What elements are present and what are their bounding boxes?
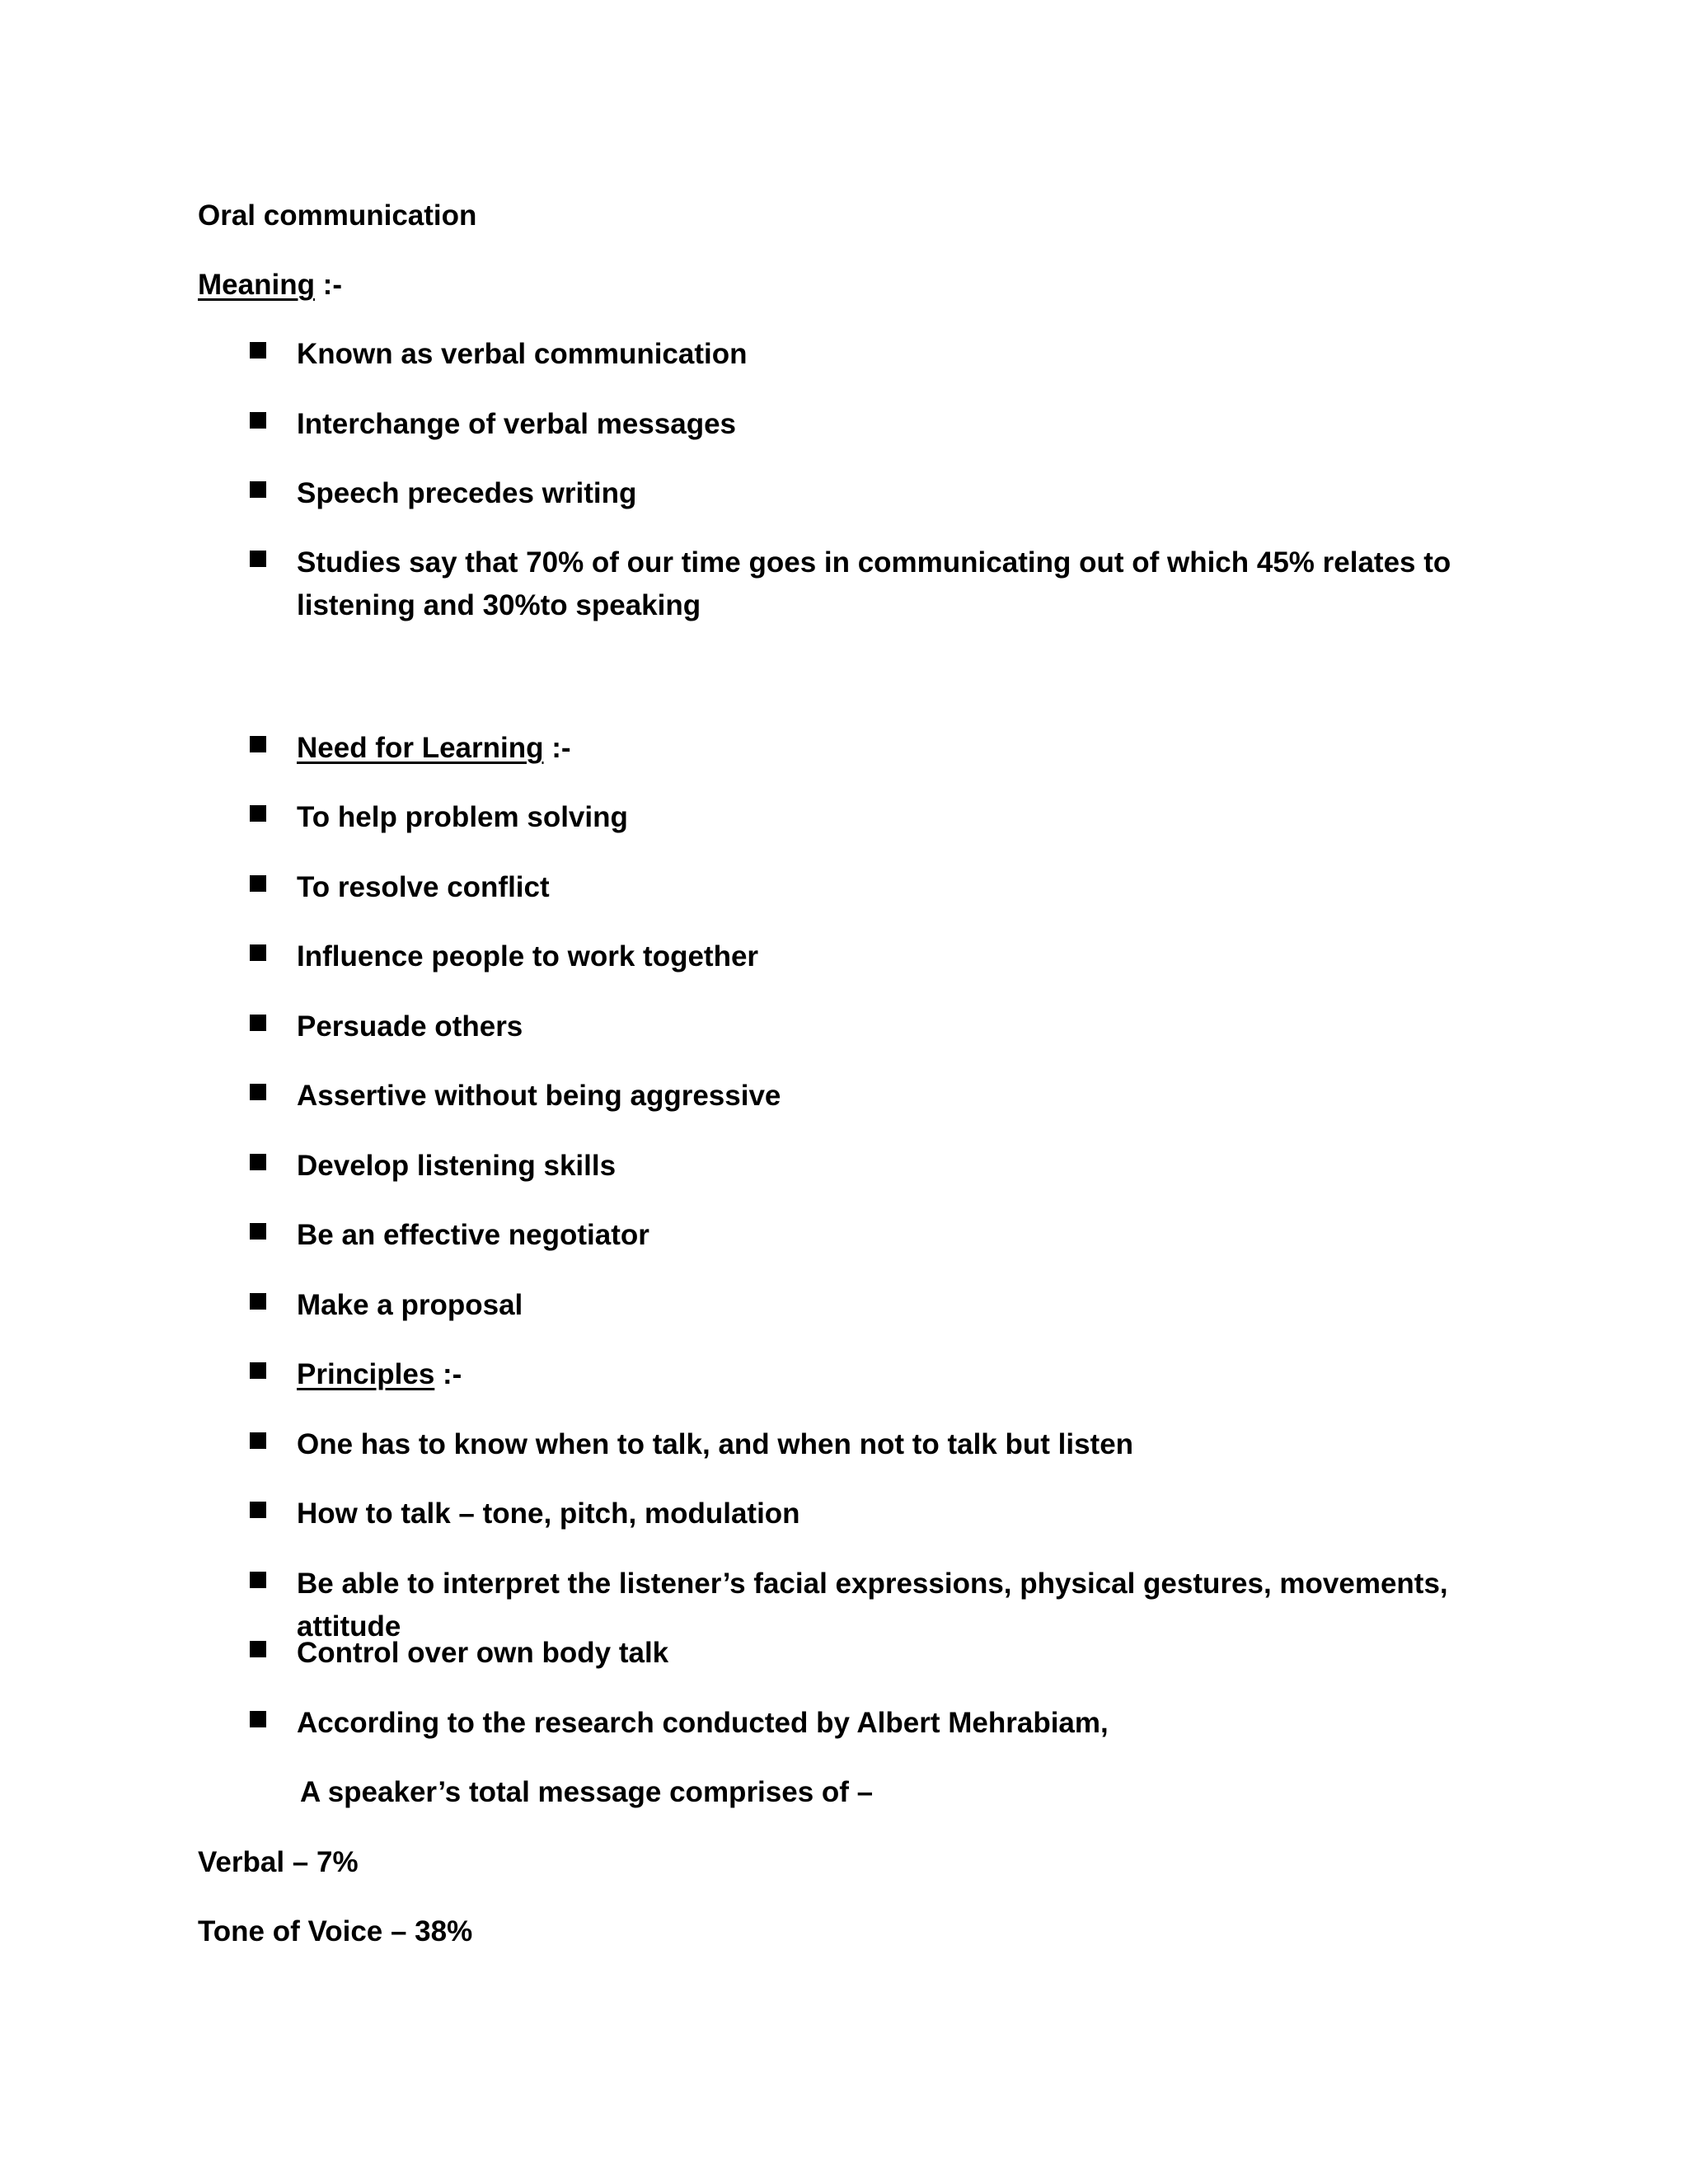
- list-item: Influence people to work together: [297, 940, 759, 972]
- square-bullet-icon: [250, 342, 266, 359]
- square-bullet-icon: [250, 1362, 266, 1379]
- square-bullet-icon: [250, 1711, 266, 1727]
- list-item: How to talk – tone, pitch, modulation: [297, 1497, 800, 1530]
- list-item: Be an effective negotiator: [297, 1219, 649, 1251]
- list-item: Make a proposal: [297, 1289, 523, 1321]
- square-bullet-icon: [250, 1641, 266, 1657]
- principles-heading: Principles: [297, 1358, 435, 1390]
- list-item: Known as verbal communication: [297, 338, 748, 370]
- document-title: Oral communication: [198, 199, 477, 232]
- square-bullet-icon: [250, 875, 266, 892]
- list-item: Assertive without being aggressive: [297, 1080, 781, 1112]
- list-item: According to the research conducted by Albert Mehrabiam,: [297, 1707, 1109, 1739]
- list-item: Interchange of verbal messages: [297, 408, 736, 440]
- square-bullet-icon: [250, 944, 266, 961]
- principles-heading-line: [297, 1353, 1484, 1396]
- list-item: Develop listening skills: [297, 1150, 617, 1182]
- square-bullet-icon: [250, 551, 266, 567]
- list-item: Studies say that 70% of our time goes in communicating out of which 45% relates to listening and 30%to speaking: [297, 546, 1451, 621]
- list-item: To help problem solving: [297, 801, 628, 833]
- square-bullet-icon: [250, 1154, 266, 1170]
- list-item: Speech precedes writing: [297, 477, 637, 509]
- square-bullet-icon: [250, 1084, 266, 1100]
- square-bullet-icon: [250, 736, 266, 752]
- principles-heading-suffix: :-: [434, 1358, 462, 1390]
- list-item: One has to know when to talk, and when not to talk but listen: [297, 1428, 1134, 1460]
- square-bullet-icon: [250, 412, 266, 429]
- list-item: Be able to interpret the listener’s facial expressions, physical gestures, movements, attitude: [297, 1568, 1448, 1643]
- square-bullet-icon: [250, 481, 266, 498]
- meaning-heading-suffix: :-: [314, 269, 342, 301]
- message-intro: A speaker’s total message comprises of –: [300, 1776, 874, 1808]
- square-bullet-icon: [250, 1293, 266, 1310]
- list-item: To resolve conflict: [297, 871, 550, 903]
- square-bullet-icon: [250, 805, 266, 822]
- meaning-heading-line: [198, 264, 342, 307]
- need-heading: Need for Learning: [297, 732, 544, 764]
- square-bullet-icon: [250, 1432, 266, 1449]
- meaning-heading: Meaning: [198, 269, 315, 301]
- need-heading-suffix: :-: [543, 732, 571, 764]
- list-item: Control over own body talk: [297, 1637, 669, 1669]
- breakdown-tone: Tone of Voice – 38%: [198, 1915, 473, 1947]
- square-bullet-icon: [250, 1223, 266, 1240]
- square-bullet-icon: [250, 1572, 266, 1588]
- need-heading-line: [297, 727, 1484, 770]
- list-item: Persuade others: [297, 1010, 523, 1043]
- square-bullet-icon: [250, 1015, 266, 1031]
- breakdown-verbal: Verbal – 7%: [198, 1846, 359, 1878]
- square-bullet-icon: [250, 1502, 266, 1518]
